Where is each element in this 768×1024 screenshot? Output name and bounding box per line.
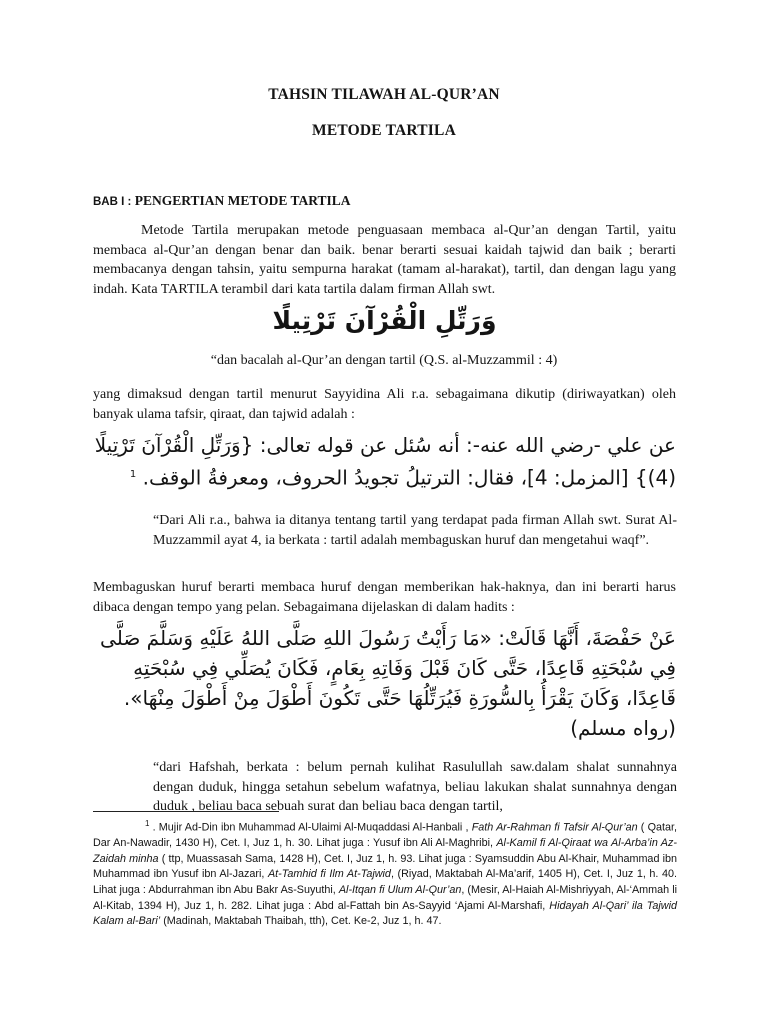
footnote-title-5: Hidayah Al-Qari’ ila Tajwid Kalam al-Bari’ [93, 899, 677, 928]
document-subtitle: METODE TARTILA [312, 122, 456, 139]
paragraph-tartil-meaning: yang dimaksud dengan tartil menurut Sayyidina Ali r.a. sebagaimana dikutip (diriwayatkan) oleh banyak ulama tafsir, qiraat, dan tajwid adalah : [93, 387, 676, 422]
chapter-title: PENGERTIAN METODE TARTILA [134, 193, 351, 208]
verse-translation: “dan bacalah al-Qur’an dengan tartil (Q.S. al-Muzzammil : 4) [210, 353, 558, 368]
document-title: TAHSIN TILAWAH AL-QUR’AN [268, 86, 500, 103]
footnote-number: 1 [145, 819, 150, 828]
footnote-marker: 1 [129, 469, 137, 480]
footnote-title-1: Fath Ar-Rahman fi Tafsir Al-Qur’an [471, 821, 638, 834]
quran-verse-arabic: وَرَتِّلِ الْقُرْآنَ تَرْتِيلًا [272, 306, 497, 335]
ali-quote-translation: “Dari Ali r.a., bahwa ia ditanya tentang tartil yang terdapat pada firman Allah swt. Surat Al-Muzzammil ayat 4, ia berkata : tartil adalah membaguskan huruf dan mengetahui waqf”. [153, 513, 677, 548]
footnote-title-2: Al-Kamil fi Al-Qiraat wa Al-Arba’in Az-Zaidah minha [93, 837, 677, 865]
chapter-label: BAB I : [93, 196, 132, 208]
ali-quote-arabic [93, 430, 676, 493]
chapter-heading [93, 193, 351, 209]
footnote-text-2: ( Qatar, Dar An-Nawadir, 1430 H), Cet. I, Juz 1, h. 30. Lihat juga : Yusuf ibn Ali Al-Maghribi, [93, 821, 677, 850]
footnote-text-6: (Madinah, Maktabah Thaibah, tth), Cet. Ke-2, Juz 1, h. 47. [160, 915, 442, 928]
paragraph-huruf: Membaguskan huruf berarti membaca huruf dengan memberikan hak-haknya, dan ini berarti harus dibaca dengan tempo yang pelan. Sebagaimana dijelaskan di dalam hadits : [93, 580, 676, 615]
hadith-translation: “dari Hafshah, berkata : belum pernah kulihat Rasulullah saw.dalam shalat sunnahnya dengan duduk, hingga setahun sebelum wafatnya, beliau lakukan shalat sunnahnya dengan duduk , beliau baca sebuah surat dan beliau baca dengan tartil, [153, 760, 677, 814]
footnote-text-5: , (Mesir, Al-Haiah Al-Mishriyyah, Al-‘Ammah li Al-Kitab, 1394 H), Juz 1, h. 282. Lihat juga : Abd al-Fattah bin As-Sayyid ‘Ajami Al-Marshafi, [93, 883, 678, 912]
footnote-title-3: At-Tamhid fi Ilm At-Tajwid [267, 868, 391, 881]
footnote-text-4: , (Riyad, Maktabah Al-Ma’arif, 1405 H), Cet. I, Juz 1, h. 40. Lihat juga : Abdurrahman ibn Abu Bakr As-Suyuthi, [93, 868, 678, 896]
hadith-arabic: عَنْ حَفْصَةَ، أَنَّهَا قَالَتْ: «مَا رَأَيْتُ رَسُولَ اللهِ صَلَّى اللهُ عَلَيْهِ وَسَلَّمَ صَلَّى فِي سُبْحَتِهِ قَاعِدًا، حَتَّى كَانَ قَبْلَ وَفَاتِهِ بِعَامٍ، فَكَانَ يُصَلِّي فِي سُبْحَتِهِ قَاعِدًا، وَكَانَ يَقْرَأُ بِالسُّورَةِ فَيُرَتِّلُهَا حَتَّى تَكُونَ أَطْوَلَ مِنْ أَطْوَلَ مِنْهَا».(رواه مسلم) [100, 626, 676, 740]
footnote [93, 816, 677, 930]
footnote-text-1: . Mujir Ad-Din ibn Muhammad Al-Ulaimi Al-Muqaddasi Al-Hanbali , [149, 821, 472, 834]
footnote-divider [93, 811, 279, 812]
footnote-title-4: Al-Itqan fi Ulum Al-Qur’an [338, 883, 462, 896]
footnote-text-3: ( ttp, Muassasah Sama, 1428 H), Cet. I, Juz 1, h. 93. Lihat juga : Syamsuddin Abu Al-Khair, Muhammad ibn Muhammad ibn Yusuf ibn Al-Jazari, [93, 852, 677, 881]
ali-quote-arabic-text: عن علي -رضي الله عنه-: أنه سُئل عن قوله تعالى: {وَرَتِّلِ الْقُرْآنَ تَرْتِيلًا (4)} [المزمل: 4]، فقال: الترتيلُ تجويدُ الحروف، ومعرفةُ الوقف. [94, 433, 676, 490]
paragraph-definition: Metode Tartila merupakan metode penguasaan membaca al-Qur’an dengan Tartil, yaitu membaca al-Qur’an dengan benar dan baik. benar berarti sesuai kaidah tajwid dan baik ; berarti membacanya dengan tahsin, yaitu sempurna harakat (tamam al-harakat), tartil, dan dengan lagu yang indah. Kata TARTILA terambil dari kata tartila dalam firman Allah swt. [93, 223, 676, 297]
